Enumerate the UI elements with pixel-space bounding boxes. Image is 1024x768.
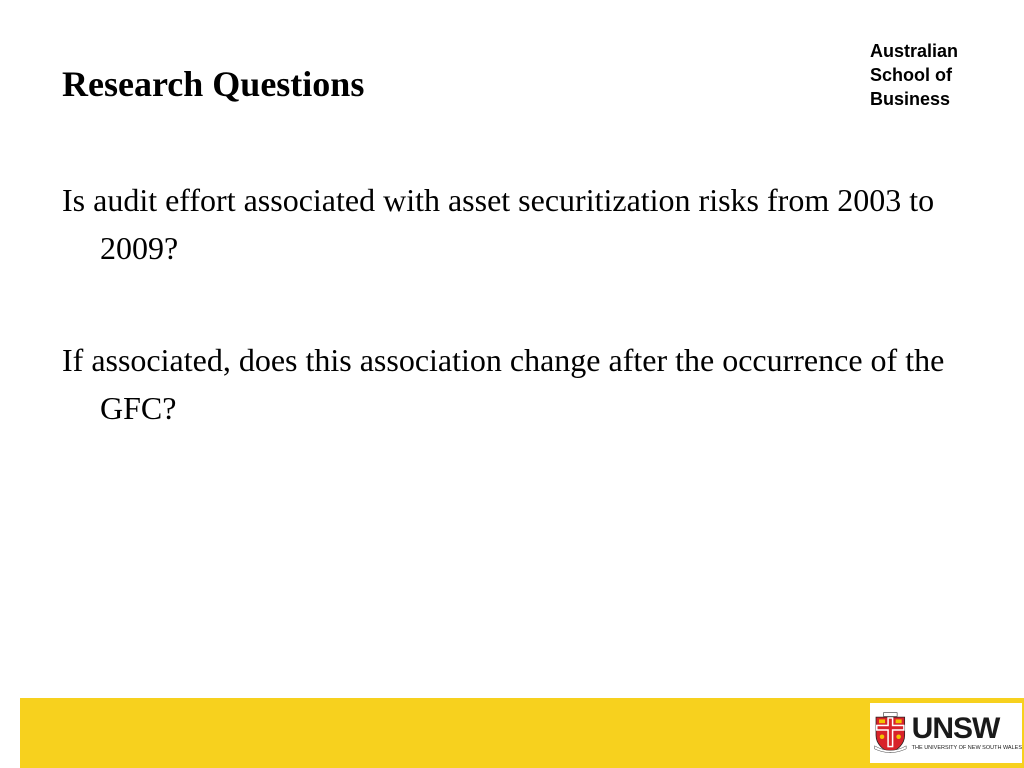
school-name-line-2: School of <box>870 65 952 85</box>
school-name-line-1: Australian <box>870 41 959 61</box>
unsw-subtitle: THE UNIVERSITY OF NEW SOUTH WALES <box>911 745 1022 751</box>
research-questions-list <box>62 176 962 496</box>
unsw-wordmark <box>912 714 1022 752</box>
university-crest-icon <box>873 706 908 760</box>
unsw-logo <box>870 703 1022 763</box>
footer-bar <box>20 698 1024 768</box>
school-name <box>870 39 1010 111</box>
slide-title: Research Questions <box>62 64 365 104</box>
research-question-2: If associated, does this association change after the occurrence of the GFC? <box>62 342 945 426</box>
school-name-line-3: Business <box>870 89 951 109</box>
research-question-1: Is audit effort associated with asset securitization risks from 2003 to 2009? <box>62 182 935 266</box>
unsw-wordmark-text: UNSW <box>911 712 1000 745</box>
